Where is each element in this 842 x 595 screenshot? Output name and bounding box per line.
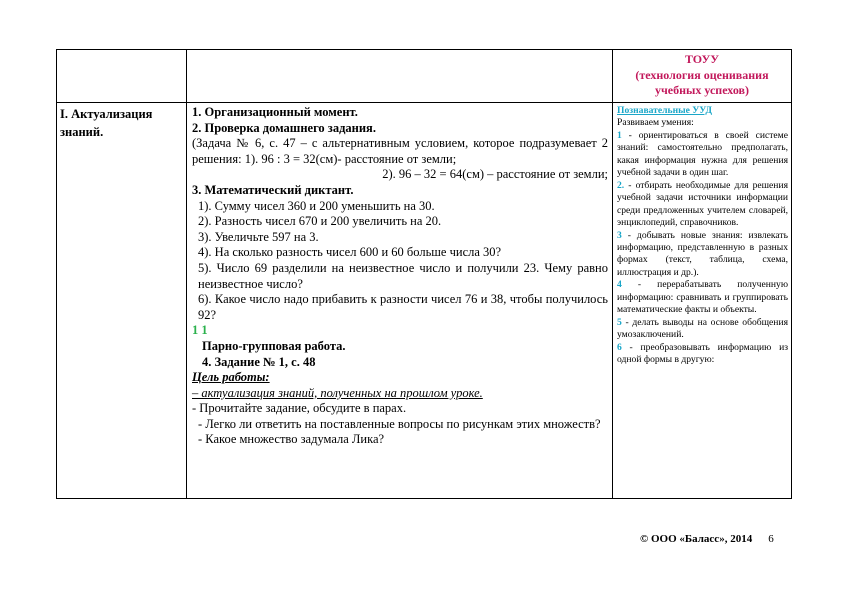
- task-line-1: (Задача № 6, с. 47 – с альтернативным условием, которое подразумевает 2 решения: 1). 96 : 3 = 32(см)- расстояние от земли;: [192, 136, 608, 166]
- page-footer: [640, 533, 774, 545]
- item-org-moment: 1. Организационный момент.: [192, 105, 358, 119]
- uud-item-text: - преобразовывать информацию из одной формы в другую:: [617, 341, 788, 366]
- header-toyy: [616, 52, 788, 99]
- step-which-set: - Какое множество задумала Лика?: [198, 432, 385, 447]
- dictation-item: 5). Число 69 разделили на неизвестное число и получили 23. Чему равно неизвестное число?: [198, 260, 608, 291]
- uud-item: [617, 180, 788, 230]
- table-border-left: [56, 49, 57, 499]
- uud-item-number: 2.: [617, 179, 625, 191]
- uud-item-text: - ориентироваться в своей системе знаний: самостоятельно предполагать, какая информация нужна для решения учебной задачи в один шаг.: [617, 129, 788, 179]
- goal-label: Цель работы:: [192, 370, 270, 385]
- table-border-top: [56, 49, 792, 50]
- row-divider: [56, 102, 792, 103]
- dictation-item: 1). Сумму чисел 360 и 200 уменьшить на 30.: [198, 198, 435, 213]
- step-read-task: - Прочитайте задание, обсудите в парах.: [192, 401, 407, 416]
- group-work-title: Парно-групповая работа.: [202, 338, 346, 353]
- table-border-right: [791, 49, 792, 499]
- uud-item-number: 6: [617, 341, 622, 353]
- page-number: 6: [768, 533, 774, 545]
- dictation-item: 3). Увеличьте 597 на 3.: [198, 229, 319, 244]
- content-cell: [192, 105, 608, 448]
- column-divider-1: [186, 49, 187, 499]
- uud-item-text: - добывать новые знания: извлекать информацию, представленную в разных формах (текст, таблица, схема, иллюстрация и др.).: [617, 229, 788, 278]
- uud-item-text: - перерабатывать полученную информацию: сравнивать и группировать математические факты и объекты.: [617, 279, 788, 316]
- goal-text: – актуализация знаний, полученных на прошлом уроке.: [192, 385, 483, 400]
- uud-item: [617, 279, 788, 316]
- uud-item-number: 5: [617, 316, 622, 328]
- stage-cell: [60, 105, 184, 141]
- task-line-2: 2). 96 – 32 = 64(см) – расстояние от земли;: [382, 167, 608, 182]
- item-dictation: 3. Математический диктант.: [192, 182, 354, 197]
- step-question: - Легко ли ответить на поставленные вопросы по рисункам этих множеств?: [198, 416, 601, 431]
- header-title: ТОУУ: [684, 52, 720, 66]
- uud-cell: [617, 105, 788, 367]
- uud-item-number: 4: [617, 279, 622, 291]
- item-homework-check: 2. Проверка домашнего задания.: [192, 120, 376, 135]
- stage-label: I. Актуализация знаний.: [60, 107, 153, 139]
- header-subtitle: (технология оценивания учебных успехов): [635, 67, 769, 97]
- marker-number: 1 1: [192, 323, 208, 338]
- uud-item-text: - отбирать необходимые для решения учебной задачи источники информации среди предложенных учителем словарей, энциклопедий, справочников.: [617, 179, 788, 229]
- uud-item: [617, 230, 788, 280]
- uud-intro: Развиваем умения:: [617, 117, 694, 129]
- table-border-bottom: [56, 498, 792, 499]
- copyright-text: © ООО «Баласс», 2014: [640, 533, 753, 545]
- uud-item-number: 1: [617, 129, 622, 141]
- uud-heading: Познавательные УУД: [617, 105, 712, 116]
- uud-item-number: 3: [617, 229, 622, 241]
- dictation-item: 4). На сколько разность чисел 600 и 60 больше числа 30?: [198, 245, 502, 260]
- column-divider-2: [612, 49, 613, 499]
- task-4-title: 4. Задание № 1, с. 48: [202, 354, 316, 369]
- lesson-table: [56, 49, 792, 499]
- uud-item: [617, 342, 788, 367]
- uud-item: [617, 130, 788, 180]
- dictation-item: 6). Какое число надо прибавить к разности чисел 76 и 38, чтобы получилось 92?: [198, 292, 608, 322]
- dictation-item: 2). Разность чисел 670 и 200 увеличить на 20.: [198, 214, 442, 229]
- uud-item: [617, 317, 788, 342]
- uud-item-text: - делать выводы на основе обобщения умозаключений.: [617, 316, 788, 341]
